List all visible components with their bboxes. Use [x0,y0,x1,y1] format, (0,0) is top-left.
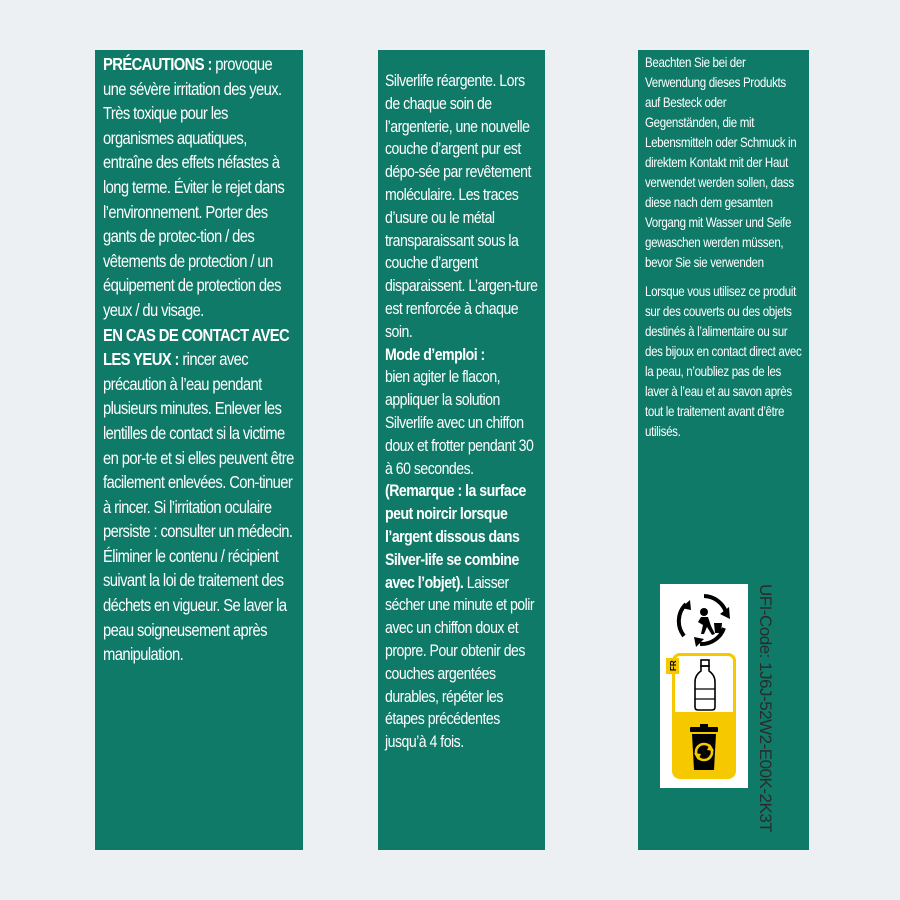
mode-heading: Mode d’emploi : [385,344,485,364]
french-notice: Lorsque vous utilisez ce produit sur des couverts ou des objets destinés à l’alimentaire ou sur des bijoux en contact direct avec la peau, n’oubliez pas de les laver à l’eau et au savon après tout le traitement avant d’être utilisés. [645,284,802,439]
plastic-bottle-icon [692,659,718,711]
food-contact-text-block [645,53,803,442]
triman-pictogram [660,584,748,788]
precautions-text-block [103,52,295,667]
usage-text-block [385,70,539,754]
remark-text: (Remarque : la surface peut noircir lorsque l’argent dissous dans Silver-life se combine avec l’objet). [385,481,526,592]
ufi-code: UFI-Code: 1J6J-52W2-E00K-2K3T [756,584,775,833]
german-notice: Beachten Sie bei der Verwendung dieses Produkts auf Besteck oder Gegenständen, die mit Lebensmitteln oder Schmuck in direktem Kontakt mit der Haut verwendet werden sollen, dass diese nach dem gesamten Vorgang mit Wasser und Seife gewaschen werden müssen, bevor Sie sie verwenden [645,55,797,270]
eye-contact-heading: EN CAS DE CONTACT AVEC LES YEUX : [103,324,290,370]
usage-panel [378,50,545,850]
remark-after-text: Laisser sécher une minute et polir avec un chiffon doux et propre. Pour obtenir des couches argentées durables, répéter les étapes précédentes jusqu’à 4 fois. [385,572,535,752]
mode-text: bien agiter le flacon, appliquer la solution Silverlife avec un chiffon doux et frotter pendant 30 à 60 secondes. [385,367,534,478]
eye-contact-text: rincer avec précaution à l’eau pendant plusieurs minutes. Enlever les lentilles de contact si la victime en por-te et si elles peuvent être facilement enlevées. Con-tinuer à rincer. Si l’irritation oculaire persiste : consulter un médecin. Éliminer le contenu / récipient suivant la loi de traitement des déchets en vigueur. Se laver la peau soigneusement après manipulation. [103,349,294,665]
intro-text: Silverlife réargente. Lors de chaque soin de l’argenterie, une nouvelle couche d’argent pur est dépo-sée par revêtement moléculaire. Les traces d’usure ou le métal transparaissant sous la couche d’argent disparaissent. L’argen-ture est renforcée à chaque soin. [385,71,538,341]
fr-badge: FR [666,658,679,674]
recycling-bin-icon [684,724,724,774]
precautions-text: provoque une sévère irritation des yeux. Très toxique pour les organismes aquatiques, entraîne des effets néfastes à long terme. Éviter le rejet dans l’environnement. Porter des gants de protec-tion / des vêtements de protection / un équipement de protection des yeux / du visage. [103,54,285,320]
precautions-heading: PRÉCAUTIONS : [103,54,212,74]
tidyman-recycle-icon [674,592,734,648]
precautions-panel [95,50,303,850]
